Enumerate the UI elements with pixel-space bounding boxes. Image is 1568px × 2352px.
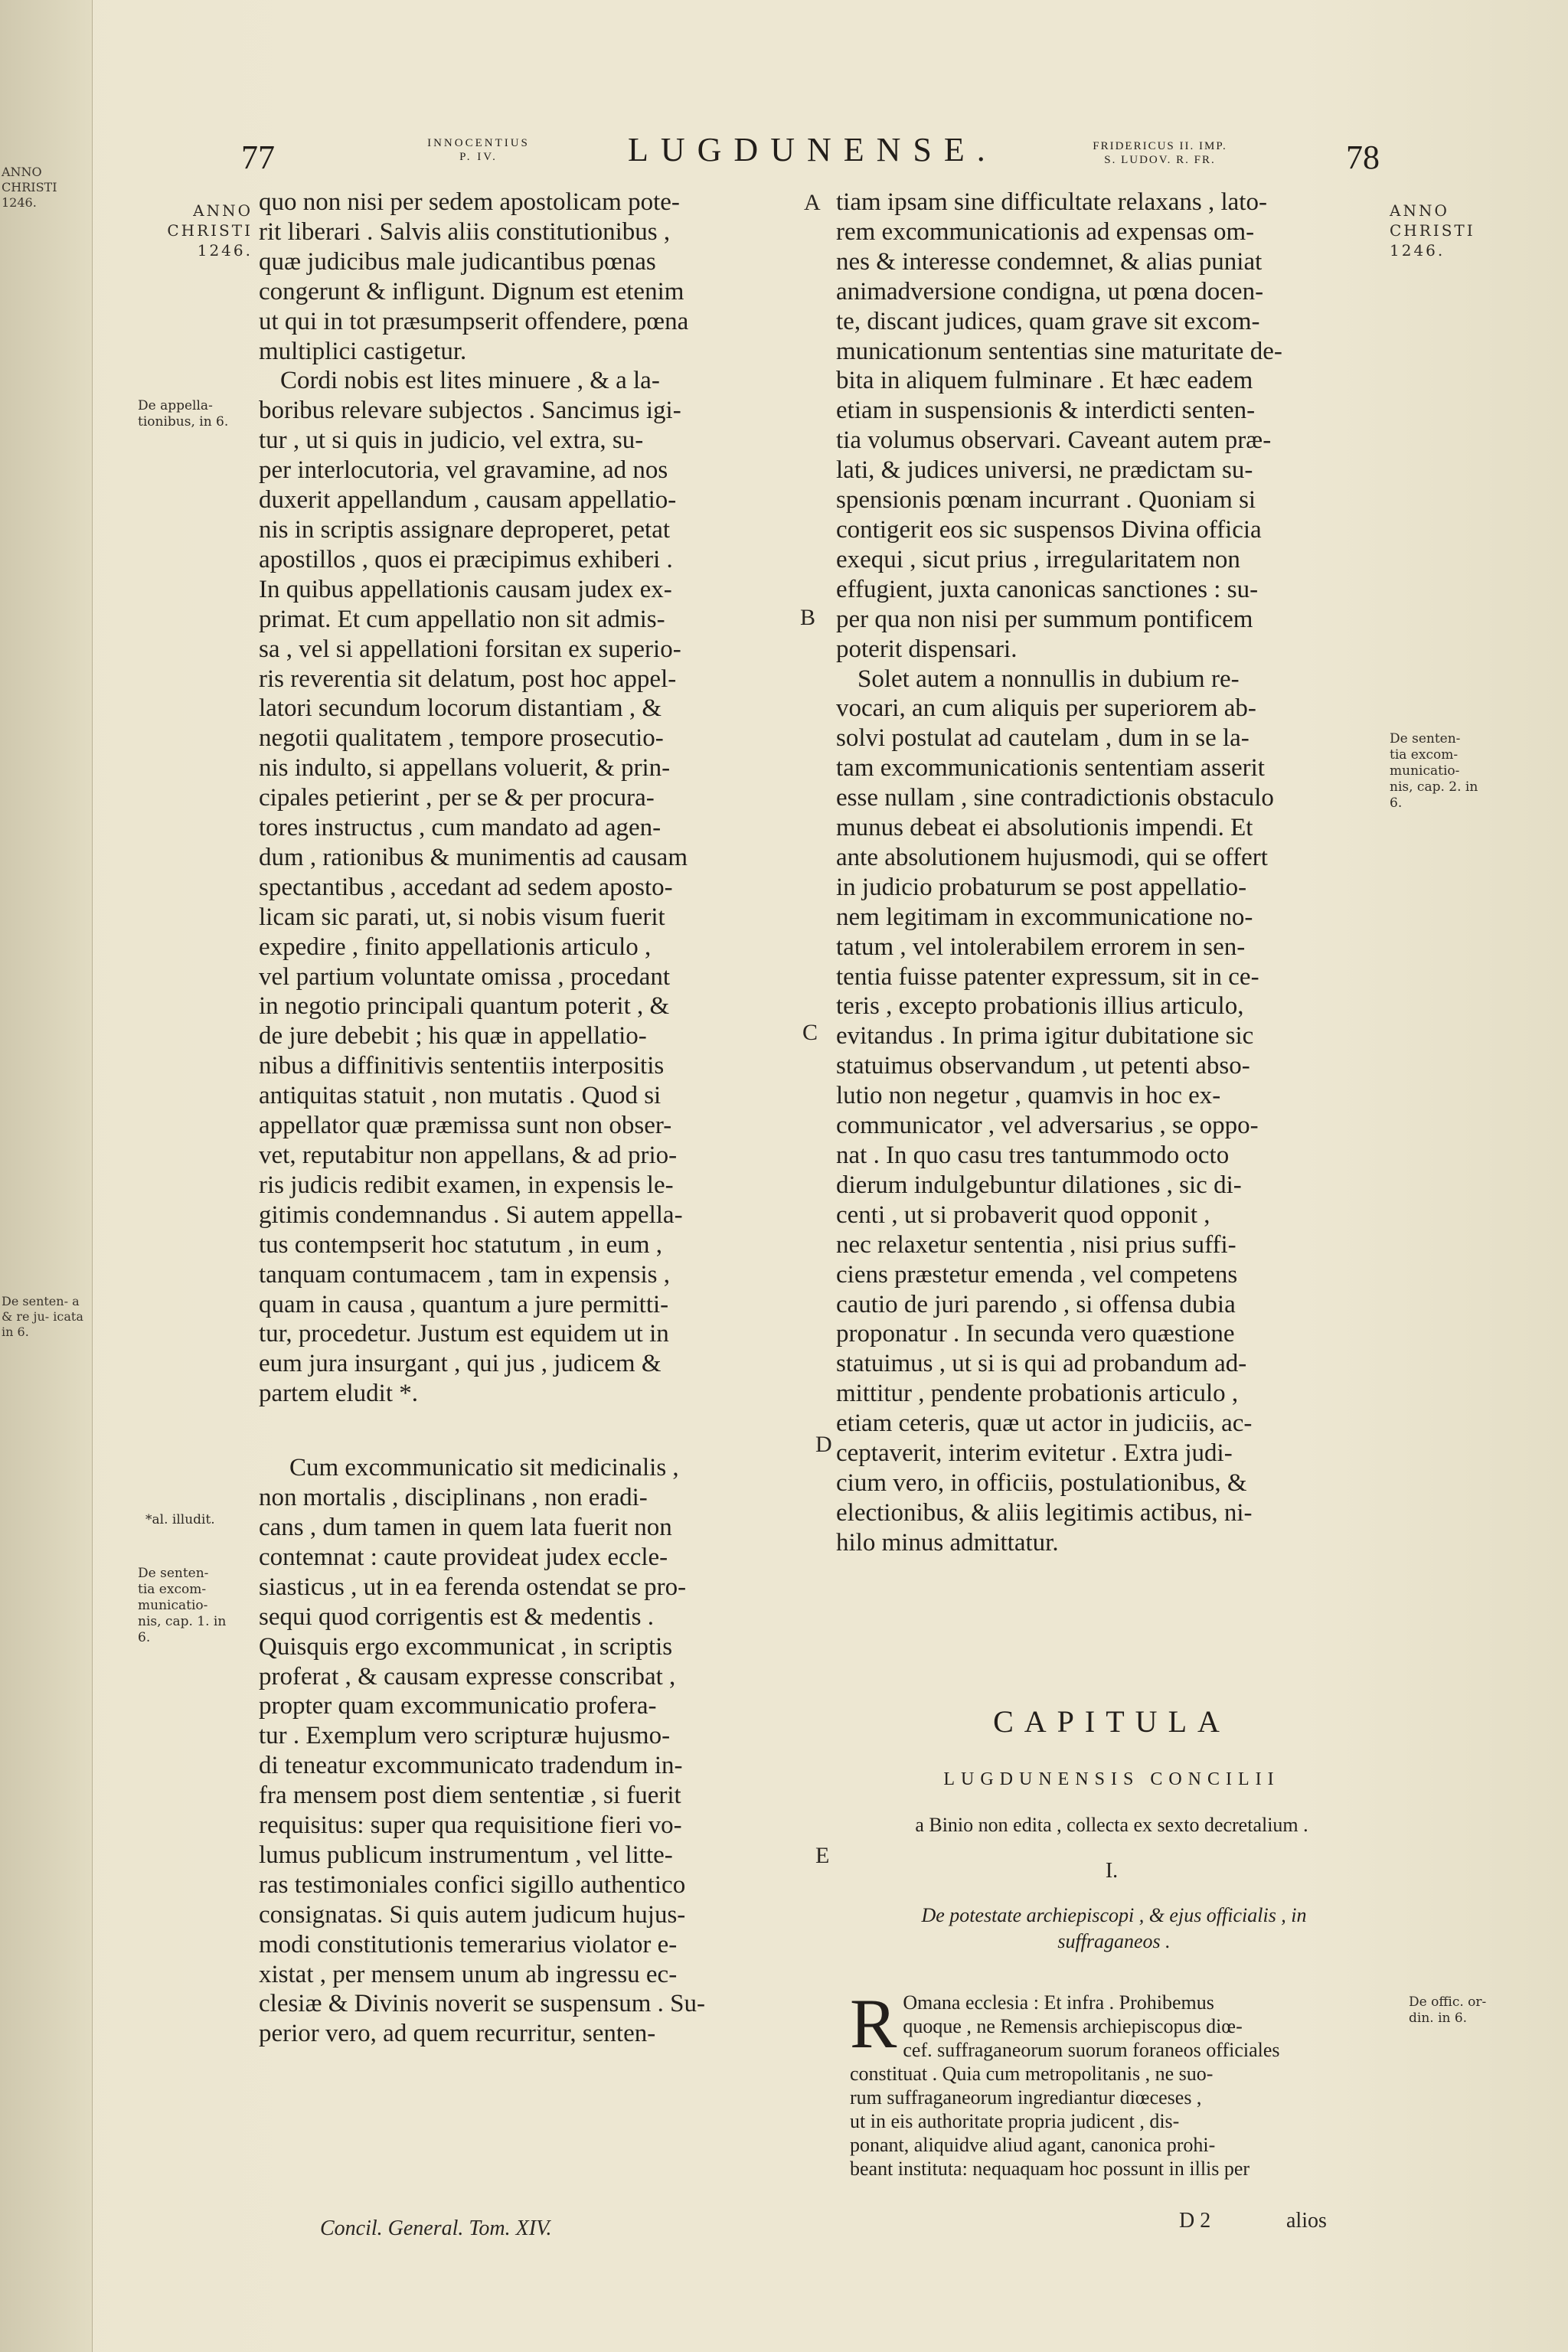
- text-line: municationum sententias sine maturitate de-: [836, 337, 1282, 365]
- text-line: cautio de juri parendo , si offensa dubia: [836, 1290, 1236, 1318]
- text-line: clesiæ & Divinis noverit se suspensum . Su-: [259, 1990, 705, 2018]
- text-line: mittitur , pendente probationis articulo ,: [836, 1380, 1239, 1408]
- text-line: primat. Et cum appellatio non sit admis-: [259, 605, 665, 633]
- text-line: spectantibus , accedant ad sedem aposto-: [259, 873, 673, 901]
- text-line: tur , ut si quis in judicio, vel extra, su-: [259, 426, 644, 455]
- section-letter-a: A: [804, 190, 821, 215]
- text-line: vel partium voluntate omissa , procedant: [259, 962, 671, 991]
- text-line: per interlocutoria, vel gravamine, ad nos: [259, 456, 668, 485]
- text-line: teris , excepto probationis illius articulo,: [836, 992, 1244, 1021]
- text-line: sequi quod corrigentis est & medentis .: [259, 1602, 654, 1631]
- text-line: beant instituta: nequaquam hoc possunt in illis per: [850, 2158, 1250, 2180]
- footer-signature: D 2: [1179, 2209, 1211, 2233]
- text-line: constituat . Quia cum metropolitanis , ne suo-: [850, 2063, 1214, 2085]
- text-line: esse nullam , sine contradictionis obstaculo: [836, 784, 1274, 812]
- right-paragraph-2: [836, 665, 1387, 1558]
- text-line: apostillos , quos ei præcipimus exhiberi .: [259, 545, 673, 573]
- left-margin-note-illudit: *al. illudit.: [145, 1512, 215, 1527]
- text-line: modi constitutionis temerarius violator e-: [259, 1930, 678, 1958]
- text-line: tores instructus , cum mandato ad agen-: [259, 814, 662, 842]
- left-paragraph-3: [259, 1453, 802, 2049]
- text-line: antiquitas statuit , non mutatis . Quod si: [259, 1082, 662, 1110]
- text-line: ponant, aliquidve aliud agant, canonica prohi-: [850, 2134, 1216, 2156]
- header-emperor: FRIDERICUS II. IMP.: [1093, 140, 1227, 152]
- left-margin-note-appellationibus: De appella- tionibus, in 6.: [138, 398, 229, 430]
- text-line: vet, reputabitur non appellans, & ad prio-: [259, 1142, 678, 1169]
- left-margin-anno: ANNO CHRISTI 1246.: [167, 201, 253, 260]
- text-line: requisitus: super qua requisitione fieri vo-: [259, 1811, 682, 1840]
- text-line: etiam in suspensionis & interdicti senten-: [836, 397, 1256, 425]
- text-line: propter quam excommunicatio profera-: [259, 1692, 657, 1720]
- previous-page-edge: [0, 0, 93, 2352]
- text-line: multiplici castigetur.: [259, 337, 467, 365]
- text-line: ris reverentia sit delatum, post hoc appel-: [259, 665, 677, 693]
- text-line: poterit dispensari.: [836, 635, 1018, 663]
- text-line: latori secundum locorum distantiam , &: [259, 694, 662, 723]
- header-ruler: [1045, 139, 1275, 167]
- text-line: quæ judicibus male judicantibus pœnas: [259, 247, 656, 276]
- text-line: tur . Exemplum vero scripturæ hujusmo-: [259, 1722, 671, 1750]
- text-line: vocari, an cum aliquis per superiorem ab-: [836, 694, 1256, 723]
- text-line: nes & interesse condemnet, & alias puniat: [836, 247, 1263, 276]
- text-line: nec relaxetur sententia , nisi prius suffi-: [836, 1230, 1236, 1259]
- text-line: nis indulto, si appellans voluerit, & prin-: [259, 754, 671, 782]
- left-margin-note-excom: De senten- tia excom- municatio- nis, cap. 1. in 6.: [138, 1566, 227, 1645]
- text-line: nat . In quo casu tres tantummodo octo: [836, 1142, 1230, 1169]
- text-line: di teneatur excommunicato tradendum in-: [259, 1752, 683, 1780]
- prev-anno: ANNO CHRISTI 1246.: [2, 165, 57, 210]
- text-line: ceptaverit, interim evitetur . Extra judi-: [836, 1439, 1233, 1468]
- text-line: non mortalis , disciplinans , non eradi-: [259, 1484, 648, 1512]
- text-line: ut in eis authoritate propria judicent , dis-: [850, 2110, 1180, 2132]
- text-line: quam in causa , quantum a jure permitti-: [259, 1290, 669, 1318]
- section-letter-d: D: [815, 1432, 832, 1457]
- text-line: quoque , ne Remensis archiepiscopus diœ-: [903, 2015, 1243, 2037]
- text-line: Cum excommunicatio sit medicinalis ,: [289, 1454, 679, 1482]
- capitula-subtitle-2: a Binio non edita , collecta ex sexto decretalium .: [915, 1814, 1308, 1836]
- text-line: proponatur . In secunda vero quæstione: [836, 1320, 1235, 1348]
- text-line: dierum indulgebuntur dilationes , sic di-: [836, 1171, 1242, 1199]
- left-paragraph-2: [259, 366, 802, 1409]
- text-line: rem excommunicationis ad expensas om-: [836, 217, 1255, 246]
- text-line: fra mensem post diem sententiæ , si fuerit: [259, 1782, 681, 1810]
- page-number-right: 78: [1346, 139, 1380, 176]
- text-line: dum , rationibus & munimentis ad causam: [259, 843, 688, 871]
- text-line: tatum , vel intolerabilem errorem in sen-: [836, 933, 1246, 961]
- text-line: ante absolutionem hujusmodi, qui se offert: [836, 843, 1268, 871]
- header-pope-name: INNOCENTIUS: [427, 137, 530, 149]
- text-line: in negotio principali quantum poterit , &: [259, 992, 670, 1021]
- text-line: de jure debebit ; his quæ in appellatio-: [259, 1022, 647, 1050]
- section-letter-b: B: [800, 605, 816, 630]
- text-line: quo non nisi per sedem apostolicam pote-: [259, 188, 680, 216]
- text-line: hilo minus admittatur.: [836, 1528, 1059, 1557]
- text-line: tentia fuisse patenter expressum, sit in ce-: [836, 962, 1259, 991]
- text-line: te, discant judices, quam grave sit excom-: [836, 307, 1260, 335]
- section-letter-c: C: [802, 1020, 818, 1045]
- text-line: siasticus , ut in ea ferenda ostendat se pro-: [259, 1573, 687, 1601]
- footer-catchword: alios: [1286, 2209, 1327, 2233]
- header-pope-number: P. IV.: [459, 151, 498, 163]
- text-line: congerunt & infligunt. Dignum est etenim: [259, 277, 684, 305]
- text-line: electionibus, & aliis legitimis actibus, ni-: [836, 1498, 1253, 1527]
- text-line: effugient, juxta canonicas sanctiones : su-: [836, 575, 1259, 603]
- right-margin-note-excom: De senten- tia excom- municatio- nis, cap. 2. in 6.: [1390, 731, 1478, 811]
- text-line: munus debeat ei absolutionis impendi. Et: [836, 814, 1253, 842]
- text-line: evitandus . In prima igitur dubitatione sic: [836, 1022, 1254, 1050]
- chapter-heading-line: suffraganeos .: [1057, 1930, 1171, 1952]
- text-line: per qua non nisi per summum pontificem: [836, 605, 1253, 633]
- text-line: Cordi nobis est lites minuere , & a la-: [280, 367, 660, 395]
- text-line: in judicio probaturum se post appellatio-: [836, 873, 1247, 901]
- text-line: statuimus observandum , ut petenti abso-: [836, 1052, 1250, 1080]
- text-line: solvi postulat ad cautelam , dum in se la-: [836, 724, 1250, 753]
- text-line: cium vero, in officiis, postulationibus, &: [836, 1468, 1247, 1497]
- text-line: cef. suffraganeorum suorum foraneos officiales: [903, 2039, 1280, 2061]
- chapter-heading: [850, 1903, 1378, 1955]
- text-line: spensionis pœnam incurrant . Quoniam si: [836, 486, 1256, 514]
- text-line: xistat , per mensem unum ab ingressu ec-: [259, 1960, 678, 1988]
- text-line: proferat , & causam expresse conscribat ,: [259, 1662, 676, 1690]
- drop-capital: R: [850, 1984, 897, 2063]
- chapter-heading-line: De potestate archiepiscopi , & ejus officialis , in: [921, 1904, 1307, 1926]
- text-line: Quisquis ergo excommunicat , in scriptis: [259, 1632, 673, 1661]
- text-line: contemnat : caute provideat judex eccle-: [259, 1543, 668, 1571]
- right-column: [836, 188, 1387, 1558]
- text-line: ras testimoniales confici sigillo authentico: [259, 1870, 686, 1899]
- text-line: lati, & judices universi, ne prædictam su-: [836, 456, 1253, 485]
- text-line: nem legitimam in excommunicatione no-: [836, 903, 1253, 931]
- text-line: cans , dum tamen in quem lata fuerit non: [259, 1513, 672, 1541]
- prev-note: De senten- a & re ju- icata in 6.: [2, 1294, 83, 1339]
- text-line: appellator quæ præmissa sunt non obser-: [259, 1112, 672, 1140]
- text-line: perior vero, ad quem recurritur, senten-: [259, 2020, 656, 2048]
- text-line: licam sic parati, ut, si nobis visum fuerit: [259, 903, 665, 931]
- chapter-text: [850, 1984, 1393, 2180]
- text-line: exequi , sicut prius , irregularitatem non: [836, 545, 1240, 573]
- text-line: nis in scriptis assignare deproperet, petat: [259, 515, 671, 544]
- text-line: communicator , vel adversarius , se oppo-: [836, 1112, 1259, 1140]
- text-line: rit liberari . Salvis aliis constitutionibus ,: [259, 217, 671, 246]
- text-line: animadversione condigna, ut pœna docen-: [836, 277, 1264, 305]
- page-title: LUGDUNENSE.: [628, 131, 998, 168]
- capitula-title: CAPITULA: [993, 1704, 1230, 1739]
- text-line: sa , vel si appellationi forsitan ex superio-: [259, 635, 681, 663]
- text-line: centi , ut si probaverit quod opponit ,: [836, 1200, 1210, 1229]
- header-king: S. LUDOV. R. FR.: [1104, 154, 1216, 166]
- section-letter-e: E: [815, 1843, 830, 1868]
- text-line: lutio non negetur , quamvis in hoc ex-: [836, 1082, 1221, 1110]
- text-line: In quibus appellationis causam judex ex-: [259, 575, 672, 603]
- left-paragraph-1: [259, 188, 802, 366]
- text-line: tia volumus observari. Caveant autem præ-: [836, 426, 1272, 455]
- text-line: lumus publicum instrumentum , vel litte-: [259, 1841, 673, 1869]
- text-line: partem eludit *.: [259, 1380, 419, 1408]
- text-line: expedire , finito appellationis articulo ,: [259, 933, 652, 961]
- text-line: tam excommunicationis sententiam asserit: [836, 754, 1265, 782]
- text-line: nibus a diffinitivis sententiis interpositis: [259, 1052, 665, 1080]
- text-line: cipales petierint , per se & per procura-: [259, 784, 655, 812]
- page-number-left: 77: [241, 139, 275, 176]
- text-line: contigerit eos sic suspensos Divina officia: [836, 515, 1262, 544]
- right-margin-note-offic: De offic. or- din. in 6.: [1409, 1994, 1487, 2026]
- text-line: Solet autem a nonnullis in dubium re-: [858, 665, 1240, 693]
- header-pope: [402, 136, 555, 164]
- text-line: rum suffraganeorum ingrediantur diœceses ,: [850, 2086, 1202, 2109]
- text-line: ut qui in tot præsumpserit offendere, pœna: [259, 307, 689, 335]
- text-line: tiam ipsam sine difficultate relaxans , lato-: [836, 188, 1267, 216]
- left-column: [259, 188, 802, 2049]
- text-line: statuimus , ut si is qui ad probandum ad-: [836, 1350, 1247, 1378]
- text-line: gitimis condemnandus . Si autem appella-: [259, 1200, 683, 1229]
- capitula-subtitle: LUGDUNENSIS CONCILII: [943, 1769, 1280, 1789]
- text-line: tus contempserit hoc statutum , in eum ,: [259, 1230, 663, 1259]
- footer-volume: Concil. General. Tom. XIV.: [320, 2216, 552, 2240]
- right-margin-anno: ANNO CHRISTI 1246.: [1390, 201, 1475, 260]
- text-line: tanquam contumacem , tam in expensis ,: [259, 1260, 671, 1289]
- text-line: negotii qualitatem , tempore prosecutio-: [259, 724, 664, 753]
- text-line: etiam ceteris, quæ ut actor in judiciis, ac-: [836, 1410, 1253, 1438]
- text-line: Omana ecclesia : Et infra . Prohibemus: [903, 1991, 1214, 2014]
- text-line: duxerit appellandum , causam appellatio-: [259, 486, 677, 514]
- text-line: boribus relevare subjectos . Sancimus igi-: [259, 397, 681, 425]
- text-line: eum jura insurgant , qui jus , judicem &: [259, 1350, 662, 1378]
- right-paragraph-1: [836, 188, 1387, 665]
- chapter-text-body: [850, 1984, 1393, 2180]
- text-line: consignatas. Si quis autem judicum hujus-: [259, 1900, 686, 1929]
- text-line: ris judicis redibit examen, in expensis le-: [259, 1171, 674, 1199]
- text-line: bita in aliquem fulminare . Et hæc eadem: [836, 367, 1253, 395]
- text-line: tur, procedetur. Justum est equidem ut in: [259, 1320, 669, 1348]
- chapter-number: I.: [1105, 1859, 1119, 1883]
- text-line: ciens præstetur emenda , vel competens: [836, 1260, 1238, 1289]
